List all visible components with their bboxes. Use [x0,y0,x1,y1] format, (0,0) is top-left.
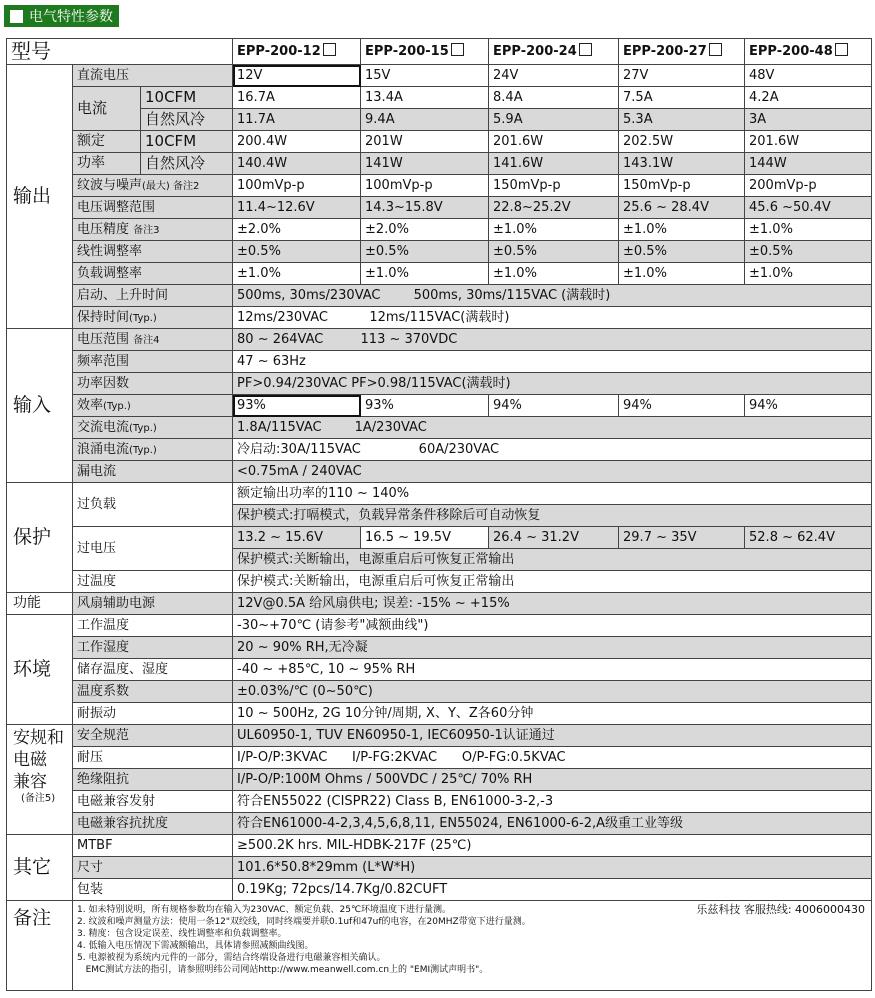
table-row: 保护 过负载 额定输出功率的110 ~ 140% [7,483,872,505]
table-row: 环境 工作温度 -30~+70℃ (请参考"减额曲线") [7,615,872,637]
category-output: 输出 [7,65,73,329]
spec-table [6,38,872,991]
table-row: 电压精度 备注3 ±2.0% ±2.0% ±1.0% ±1.0% ±1.0% [7,219,872,241]
table-row: 功率因数 PF>0.94/230VAC PF>0.98/115VAC(满载时) [7,373,872,395]
model-col: EPP-200-12 [233,39,361,65]
category-safety: 安规和 电磁 兼容 (备注5) [7,725,73,835]
table-row: 过电压 13.2 ~ 15.6V 16.5 ~ 19.5V 26.4 ~ 31.2V 29.7 ~ 35V 52.8 ~ 62.4V [7,527,872,549]
model-col: EPP-200-27 [619,39,745,65]
header-row [7,39,872,65]
table-row: 耐振动 10 ~ 500Hz, 2G 10分钟/周期, X、Y、Z各60分钟 [7,703,872,725]
table-row: 电压调整范围 11.4~12.6V 14.3~15.8V 22.8~25.2V 25.6 ~ 28.4V 45.6 ~50.4V [7,197,872,219]
category-others: 其它 [7,835,73,901]
table-row: 电磁兼容发射 符合EN55022 (CISPR22) Class B, EN61000-3-2,-3 [7,791,872,813]
checkbox-icon [709,43,722,56]
section-title [4,5,119,27]
table-row: 纹波与噪声(最大) 备注2 100mVp-p 100mVp-p 150mVp-p 150mVp-p 200mVp-p [7,175,872,197]
notes-text: 乐兹科技 客服热线: 4006000430 1. 如未特别说明，所有规格参数均在输入为230VAC、额定负载、25℃环境温度下进行量测。 2. 纹波和噪声测量方法：使用一条12"双绞线，同时终端要并联0.1uf和47uf的电容，在20MHZ带宽下进行量测。 3. 精度：包含设定误差、线性调整率和负载调整率。 4. 低输入电压情况下需减额输出，具体请参照减额曲线图。 5. 电源被视为系统内元件的一部分，需结合终端设备进行电磁兼容相关确认。 EMC测试方法的指引，请参照明纬公司网站http://www.meanwell.com.cn上的 "EMI测试声明书"。 [73,901,872,991]
table-row: 漏电流 <0.75mA / 240VAC [7,461,872,483]
checkbox-icon [835,43,848,56]
table-row: 工作湿度 20 ~ 90% RH,无冷凝 [7,637,872,659]
category-notes: 备注 [7,901,73,991]
checkbox-icon [579,43,592,56]
table-row: 负载调整率 ±1.0% ±1.0% ±1.0% ±1.0% ±1.0% [7,263,872,285]
category-function: 功能 [7,593,73,615]
category-input: 输入 [7,329,73,483]
category-protection: 保护 [7,483,73,593]
table-row: 保持时间(Typ.) 12ms/230VAC 12ms/115VAC(满载时) [7,307,872,329]
notes-row [7,901,872,991]
table-row: 电磁兼容抗扰度 符合EN61000-4-2,3,4,5,6,8,11, EN55024, EN61000-6-2,A级重工业等级 [7,813,872,835]
table-row: 功能 风扇辅助电源 12V@0.5A 给风扇供电; 误差: -15% ~ +15% [7,593,872,615]
table-row: 其它 MTBF ≥500.2K hrs. MIL-HDBK-217F (25℃) [7,835,872,857]
section-title-text: 电气特性参数 [29,9,113,25]
table-row: 频率范围 47 ~ 63Hz [7,351,872,373]
square-icon [10,10,23,23]
table-row: 交流电流(Typ.) 1.8A/115VAC 1A/230VAC [7,417,872,439]
table-row: 储存温度、湿度 -40 ~ +85℃, 10 ~ 95% RH [7,659,872,681]
table-row: 输入 电压范围 备注4 80 ~ 264VAC 113 ~ 370VDC [7,329,872,351]
table-row: 过温度 保护模式:关断输出，电源重启后可恢复正常输出 [7,571,872,593]
table-row: 保护模式:打嗝模式，负载异常条件移除后可自动恢复 [7,505,872,527]
table-row: 电流 10CFM 16.7A 13.4A 8.4A 7.5A 4.2A [7,87,872,109]
table-row: 启动、上升时间 500ms, 30ms/230VAC 500ms, 30ms/115VAC (满载时) [7,285,872,307]
table-row: 额定 10CFM 200.4W 201W 201.6W 202.5W 201.6W [7,131,872,153]
table-row: 包装 0.19Kg; 72pcs/14.7Kg/0.82CUFT [7,879,872,901]
checkbox-icon [451,43,464,56]
hotline-text: 乐兹科技 客服热线: 4006000430 [696,903,866,916]
table-row: 自然风冷 11.7A 9.4A 5.9A 5.3A 3A [7,109,872,131]
table-row: 尺寸 101.6*50.8*29mm (L*W*H) [7,857,872,879]
table-row: 耐压 I/P-O/P:3KVAC I/P-FG:2KVAC O/P-FG:0.5KVAC [7,747,872,769]
model-col: EPP-200-24 [489,39,619,65]
checkbox-icon [323,43,336,56]
model-col: EPP-200-48 [745,39,872,65]
table-row: 安规和 电磁 兼容 (备注5) 安全规范 UL60950-1, TUV EN60950-1, IEC60950-1认证通过 [7,725,872,747]
table-row: 浪涌电流(Typ.) 冷启动:30A/115VAC 60A/230VAC [7,439,872,461]
table-row: 温度系数 ±0.03%/℃ (0~50℃) [7,681,872,703]
category-environment: 环境 [7,615,73,725]
model-col: EPP-200-15 [361,39,489,65]
table-row: 绝缘阻抗 I/P-O/P:100M Ohms / 500VDC / 25℃/ 70% RH [7,769,872,791]
table-row: 效率(Typ.) 93% 93% 94% 94% 94% [7,395,872,417]
table-row: 输出 直流电压 12V 15V 24V 27V 48V [7,65,872,87]
model-label: 型号 [7,39,233,65]
table-row: 功率 自然风冷 140.4W 141W 141.6W 143.1W 144W [7,153,872,175]
table-row: 保护模式:关断输出，电源重启后可恢复正常输出 [7,549,872,571]
table-row: 线性调整率 ±0.5% ±0.5% ±0.5% ±0.5% ±0.5% [7,241,872,263]
